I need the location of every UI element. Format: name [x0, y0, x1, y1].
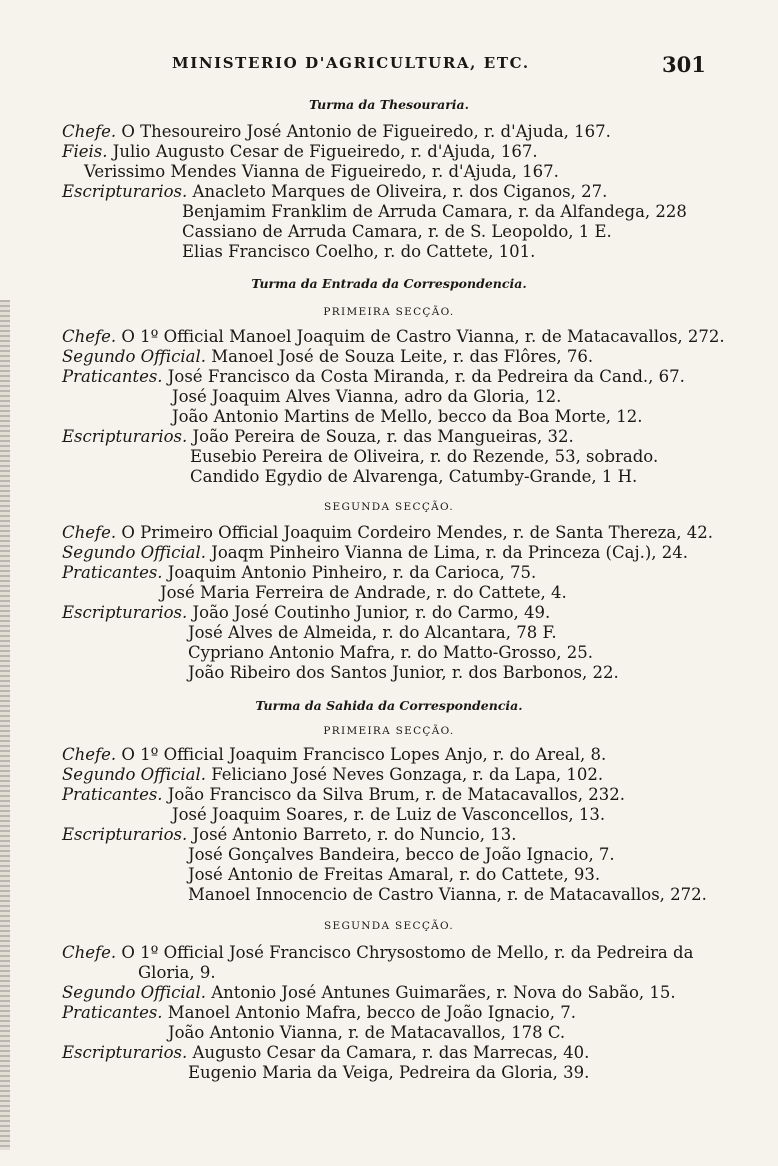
entry-line: [188, 885, 707, 905]
entry-role: Chefe.: [62, 327, 117, 346]
entry-line: [188, 845, 615, 865]
entry-line: [188, 1063, 589, 1083]
entry-text: O Thesoureiro José Antonio de Figueiredo, r. d'Ajuda, 167.: [116, 122, 611, 141]
entry-role: Chefe.: [62, 943, 117, 962]
entry-line: [62, 1043, 589, 1063]
entry-line: [190, 467, 637, 487]
entry-text: João Antonio Martins de Mello, becco da Boa Morte, 12.: [172, 407, 643, 426]
entry-text: João José Coutinho Junior, r. do Carmo, 49.: [187, 603, 551, 622]
entry-line: [172, 407, 642, 427]
entry-line: [62, 745, 606, 765]
entry-text: Manoel Innocencio de Castro Vianna, r. de Matacavallos, 272.: [188, 885, 707, 904]
entry-text: Julio Augusto Cesar de Figueiredo, r. d'Ajuda, 167.: [107, 142, 538, 161]
entry-line: [138, 963, 216, 983]
entry-text: Cassiano de Arruda Camara, r. de S. Leopoldo, 1 E.: [182, 222, 612, 241]
entry-role: Fieis.: [62, 142, 108, 161]
entry-line: [172, 805, 605, 825]
entry-line: [62, 347, 593, 367]
entry-text: Joaqm Pinheiro Vianna de Lima, r. da Princeza (Caj.), 24.: [206, 543, 688, 562]
entry-role: Praticantes.: [62, 563, 163, 582]
entry-text: Elias Francisco Coelho, r. do Cattete, 101.: [182, 242, 536, 261]
section-title: Turma da Sahida da Correspondencia.: [255, 698, 523, 713]
entry-text: Cypriano Antonio Mafra, r. do Matto-Grosso, 25.: [188, 643, 593, 662]
entry-text: João Ribeiro dos Santos Junior, r. dos Barbonos, 22.: [188, 663, 619, 682]
entry-line: [62, 983, 676, 1003]
entry-line: [62, 765, 603, 785]
entry-text: Joaquim Antonio Pinheiro, r. da Carioca, 75.: [162, 563, 537, 582]
entry-line: [62, 523, 713, 543]
entry-line: [182, 202, 687, 222]
entry-role: Escripturarios.: [62, 427, 188, 446]
entry-line: [62, 142, 538, 162]
entry-text: Gloria, 9.: [138, 963, 216, 982]
entry-text: Manoel Antonio Mafra, becco de João Ignacio, 7.: [162, 1003, 576, 1022]
entry-role: Escripturarios.: [62, 1043, 188, 1062]
entry-line: [62, 943, 693, 963]
entry-line: [84, 162, 559, 182]
entry-text: José Alves de Almeida, r. do Alcantara, 78 F.: [188, 623, 557, 642]
entry-role: Escripturarios.: [62, 825, 188, 844]
entry-role: Chefe.: [62, 745, 117, 764]
entry-text: O Primeiro Official Joaquim Cordeiro Mendes, r. de Santa Thereza, 42.: [116, 523, 713, 542]
entry-role: Escripturarios.: [62, 182, 188, 201]
subsection-title: SEGUNDA SECÇÃO.: [324, 920, 454, 932]
section-title: Turma da Thesouraria.: [309, 97, 469, 112]
page-number: 301: [662, 52, 706, 77]
entry-text: O 1º Official Joaquim Francisco Lopes Anjo, r. do Areal, 8.: [116, 745, 607, 764]
entry-text: José Joaquim Soares, r. de Luiz de Vasconcellos, 13.: [172, 805, 606, 824]
entry-line: [188, 865, 600, 885]
entry-text: Benjamim Franklim de Arruda Camara, r. da Alfandega, 228: [182, 202, 687, 221]
entry-text: José Joaquim Alves Vianna, adro da Gloria, 12.: [172, 387, 562, 406]
section-title: Turma da Entrada da Correspondencia.: [251, 276, 527, 291]
entry-text: Anacleto Marques de Oliveira, r. dos Ciganos, 27.: [187, 182, 608, 201]
entry-role: Segundo Official.: [62, 765, 206, 784]
entry-role: Segundo Official.: [62, 347, 206, 366]
entry-text: O 1º Official José Francisco Chrysostomo de Mello, r. da Pedreira da: [116, 943, 694, 962]
subsection-title: PRIMEIRA SECÇÃO.: [323, 306, 455, 318]
entry-role: Segundo Official.: [62, 543, 206, 562]
entry-text: Feliciano José Neves Gonzaga, r. da Lapa, 102.: [206, 765, 604, 784]
entry-line: [188, 643, 593, 663]
entry-role: Chefe.: [62, 523, 117, 542]
entry-text: João Antonio Vianna, r. de Matacavallos, 178 C.: [168, 1023, 566, 1042]
entry-line: [62, 182, 607, 202]
entry-text: José Francisco da Costa Miranda, r. da Pedreira da Cand., 67.: [162, 367, 685, 386]
entry-role: Escripturarios.: [62, 603, 188, 622]
entry-line: [62, 327, 725, 347]
entry-text: Manoel José de Souza Leite, r. das Flôres, 76.: [206, 347, 594, 366]
entry-text: Eugenio Maria da Veiga, Pedreira da Gloria, 39.: [188, 1063, 590, 1082]
entry-role: Segundo Official.: [62, 983, 206, 1002]
entry-role: Chefe.: [62, 122, 117, 141]
subsection-title: SEGUNDA SECÇÃO.: [324, 501, 454, 513]
entry-text: José Antonio Barreto, r. do Nuncio, 13.: [187, 825, 517, 844]
entry-text: O 1º Official Manoel Joaquim de Castro Vianna, r. de Matacavallos, 272.: [116, 327, 725, 346]
page-header: [0, 52, 778, 82]
entry-line: [188, 663, 619, 683]
entry-line: [62, 367, 685, 387]
entry-role: Praticantes.: [62, 367, 163, 386]
subsection-title: PRIMEIRA SECÇÃO.: [323, 725, 455, 737]
entry-line: [62, 785, 625, 805]
entry-line: [62, 1003, 576, 1023]
entry-line: [160, 583, 567, 603]
entry-line: [168, 1023, 565, 1043]
entry-line: [188, 623, 557, 643]
entry-line: [62, 427, 574, 447]
entry-text: José Antonio de Freitas Amaral, r. do Cattete, 93.: [188, 865, 601, 884]
entry-text: Verissimo Mendes Vianna de Figueiredo, r. d'Ajuda, 167.: [84, 162, 559, 181]
entry-line: [62, 122, 611, 142]
entry-line: [172, 387, 561, 407]
entry-line: [190, 447, 658, 467]
entry-text: José Gonçalves Bandeira, becco de João Ignacio, 7.: [188, 845, 615, 864]
entry-line: [62, 603, 550, 623]
entry-text: Antonio José Antunes Guimarães, r. Nova do Sabão, 15.: [206, 983, 676, 1002]
entry-text: Augusto Cesar da Camara, r. das Marrecas, 40.: [187, 1043, 590, 1062]
entry-line: [182, 222, 612, 242]
entry-role: Praticantes.: [62, 785, 163, 804]
entry-role: Praticantes.: [62, 1003, 163, 1022]
entry-line: [182, 242, 535, 262]
entry-line: [62, 543, 688, 563]
entry-line: [62, 825, 516, 845]
entry-line: [62, 563, 536, 583]
entry-text: José Maria Ferreira de Andrade, r. do Cattete, 4.: [160, 583, 567, 602]
entry-text: Candido Egydio de Alvarenga, Catumby-Grande, 1 H.: [190, 467, 638, 486]
entry-text: João Francisco da Silva Brum, r. de Matacavallos, 232.: [162, 785, 625, 804]
entry-text: Eusebio Pereira de Oliveira, r. do Rezende, 53, sobrado.: [190, 447, 659, 466]
entry-text: João Pereira de Souza, r. das Mangueiras, 32.: [187, 427, 574, 446]
running-title: MINISTERIO D'AGRICULTURA, ETC.: [172, 54, 530, 72]
